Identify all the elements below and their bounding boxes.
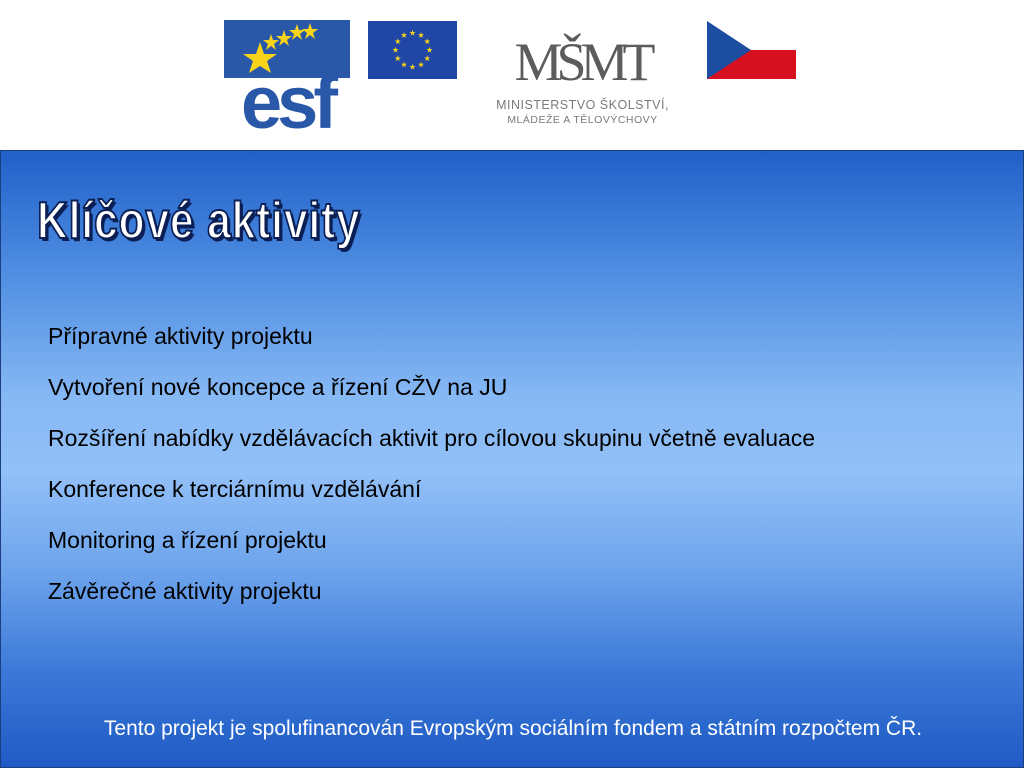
czech-flag xyxy=(707,21,796,79)
msmt-mark xyxy=(470,18,695,98)
list-item: Přípravné aktivity projektu xyxy=(48,323,313,349)
logo-header xyxy=(0,0,1024,150)
list-item: Rozšíření nabídky vzdělávacích aktivit pro cílovou skupinu včetně evaluace xyxy=(48,425,816,451)
slide-content xyxy=(0,150,1024,768)
activity-list xyxy=(48,321,815,627)
eu-flag xyxy=(368,21,457,79)
msmt-logo xyxy=(470,18,695,128)
slide-title: Klíčové aktivity xyxy=(37,192,361,250)
list-item: Monitoring a řízení projektu xyxy=(48,527,327,553)
list-item: Konference k terciárnímu vzdělávání xyxy=(48,476,422,502)
list-item: Závěrečné aktivity projektu xyxy=(48,578,322,604)
esf-logo xyxy=(224,20,350,130)
svg-text:MŠMT: MŠMT xyxy=(514,32,650,92)
msmt-caption-line2: MLÁDEŽE A TĚLOVÝCHOVY xyxy=(507,114,658,126)
svg-text:esf: esf xyxy=(241,61,333,130)
list-item: Vytvoření nové koncepce a řízení CŽV na JU xyxy=(48,374,508,400)
msmt-caption-line1: MINISTERSTVO ŠKOLSTVÍ, xyxy=(496,98,669,112)
funding-footer: Tento projekt je spolufinancován Evropským sociálním fondem a státním rozpočtem ČR. xyxy=(103,717,923,740)
